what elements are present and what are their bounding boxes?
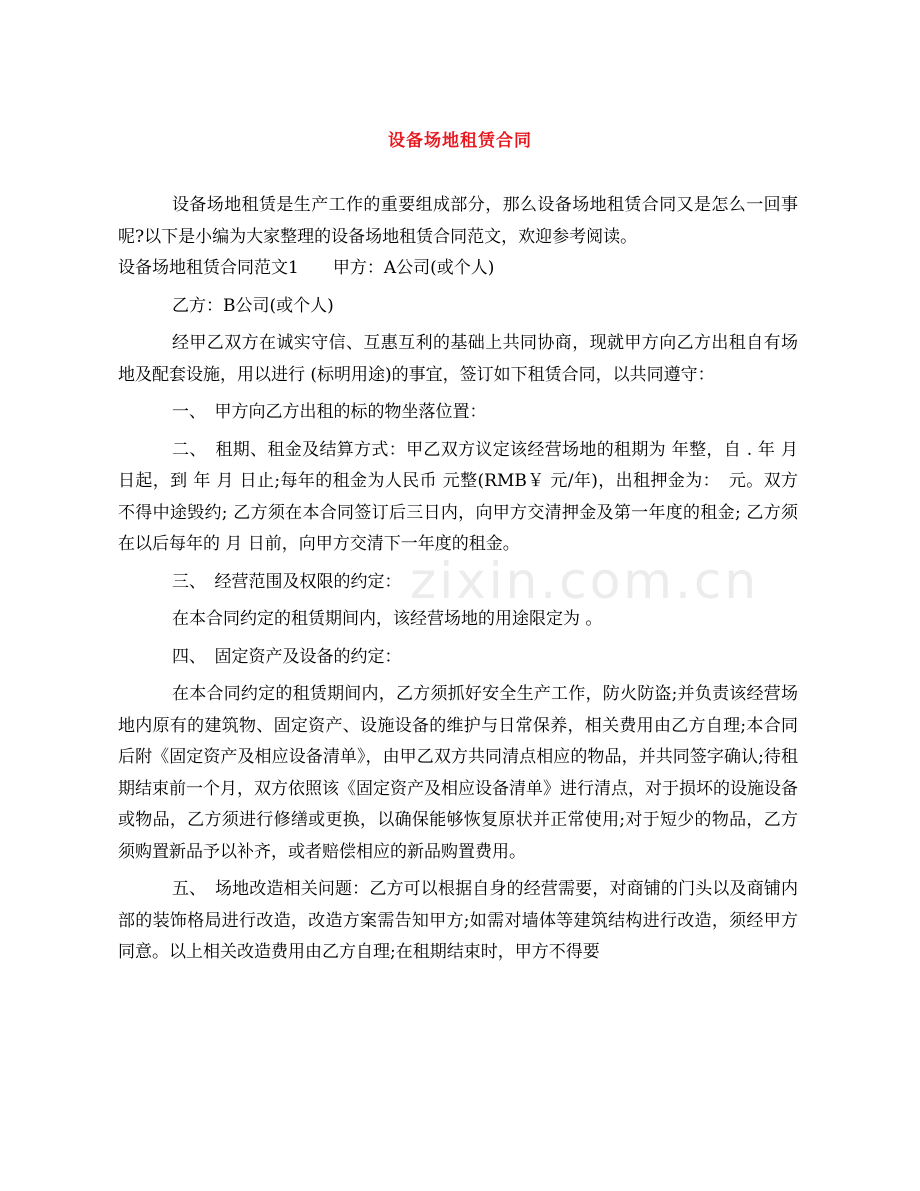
clause-5: 五、 场地改造相关问题：乙方可以根据自身的经营需要，对商铺的门头以及商铺内部的装饰格局进行改造，改造方案需告知甲方;如需对墙体等建筑结构进行改造，须经甲方同意。以上相关改造费用由乙方自理;在租期结束时，甲方不得要	[118, 879, 798, 962]
document-title: 设备场地租赁合同	[388, 131, 532, 151]
clause-4-body: 在本合同约定的租赁期间内，乙方须抓好安全生产工作，防火防盗;并负责该经营场地内原有的建筑物、固定资产、设施设备的维护与日常保养，相关费用由乙方自理;本合同后附《固定资产及相应设备清单》，由甲乙双方共同清点相应的物品，并共同签字确认;待租期结束前一个月，双方依照该《固定资产及相应设备清单》进行清点，对于损坏的设施设备或物品，乙方须进行修缮或更换，以确保能够恢复原状并正常使用;对于短少的物品，乙方须购置新品予以补齐，或者赔偿相应的新品购置费用。	[118, 684, 798, 862]
intro-paragraph: 设备场地租赁是生产工作的重要组成部分，那么设备场地租赁合同又是怎么一回事呢?以下是小编为大家整理的设备场地租赁合同范文，欢迎参考阅读。	[118, 195, 798, 247]
party-b: 乙方：B公司(或个人)	[172, 295, 334, 316]
clause-4: 四、 固定资产及设备的约定：	[172, 646, 402, 667]
preamble-paragraph: 经甲乙双方在诚实守信、互惠互利的基础上共同协商，现就甲方向乙方出租自有场地及配套设施，用以进行 (标明用途)的事宜，签订如下租赁合同，以共同遵守：	[118, 333, 798, 385]
sample-heading: 设备场地租赁合同范文1 甲方：A公司(或个人)	[118, 258, 495, 278]
clause-2: 二、 租期、租金及结算方式：甲乙双方议定该经营场地的租期为 年整，自 . 年 月 日起，到 年 月 日止;每年的租金为人民币 元整(RMB￥ 元/年)，出租押金为： 元。双方不得中途毁约; 乙方须在本合同签订后三日内，向甲方交清押金及第一年度的租金; 乙方须在以后每年的 月 日前，向甲方交清下一年度的租金。	[118, 439, 798, 554]
clause-1: 一、 甲方向乙方出租的标的物坐落位置：	[172, 402, 487, 422]
clause-3-body: 在本合同约定的租赁期间内，该经营场地的用途限定为 。	[172, 609, 603, 629]
clause-3: 三、 经营范围及权限的约定：	[172, 571, 402, 592]
document-body	[118, 190, 798, 969]
watermark: zixin.com.cn	[410, 552, 760, 610]
